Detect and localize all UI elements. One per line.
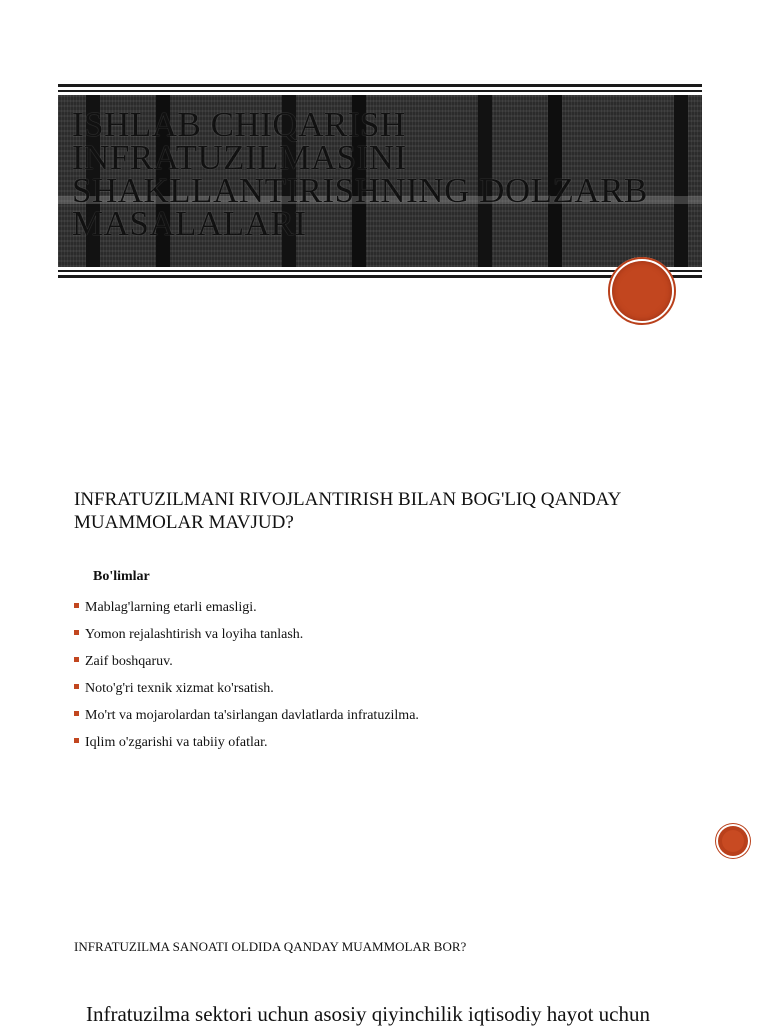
title-banner	[58, 84, 702, 278]
section-question: INFRATUZILMANI RIVOJLANTIRISH BILAN BOG'LIQ QANDAY MUAMMOLAR MAVJUD?	[74, 489, 621, 533]
list-item-text: Mo'rt va mojarolardan ta'sirlangan davlatlarda infratuzilma.	[85, 708, 419, 723]
decorative-circle-fill	[612, 261, 672, 321]
list-item	[74, 702, 419, 729]
list-item-text: Mablag'larning etarli emasligi.	[85, 600, 257, 615]
list-item	[74, 729, 419, 756]
bullet-square-icon	[74, 711, 79, 716]
list-item-text: Yomon rejalashtirish va loyiha tanlash.	[85, 627, 304, 642]
list-item	[74, 621, 419, 648]
section-question-2: INFRATUZILMA SANOATI OLDIDA QANDAY MUAMMOLAR BOR?	[74, 939, 467, 954]
list-item	[74, 594, 419, 621]
list-item-text: Zaif boshqaruv.	[85, 654, 173, 669]
list-item-text: Iqlim o'zgarishi va tabiiy ofatlar.	[85, 735, 268, 750]
banner-top-rule-thin	[58, 90, 702, 92]
decorative-circle-small	[718, 826, 748, 856]
bullet-square-icon	[74, 630, 79, 635]
decorative-circle-large	[608, 257, 676, 325]
banner-bottom-rule-thin	[58, 270, 702, 272]
list-item	[74, 648, 419, 675]
bullet-square-icon	[74, 603, 79, 608]
bullet-square-icon	[74, 738, 79, 743]
list-item-text: Noto'g'ri texnik xizmat ko'rsatish.	[85, 681, 274, 696]
slide-title: ISHLAB CHIQARISH INFRATUZILMASINI SHAKLLANTIRISHNING DOLZARB MASALALARI	[72, 105, 648, 243]
decorative-circle-fill	[722, 830, 744, 852]
banner-bottom-rule	[58, 275, 702, 278]
section-subheading: Bo'limlar	[93, 569, 150, 584]
bullet-square-icon	[74, 684, 79, 689]
bullet-square-icon	[74, 657, 79, 662]
bullet-list	[74, 594, 419, 756]
list-item	[74, 675, 419, 702]
body-text: Infratuzilma sektori uchun asosiy qiyinchilik iqtisodiy hayot uchun	[86, 1002, 650, 1026]
banner-top-rule	[58, 84, 702, 87]
